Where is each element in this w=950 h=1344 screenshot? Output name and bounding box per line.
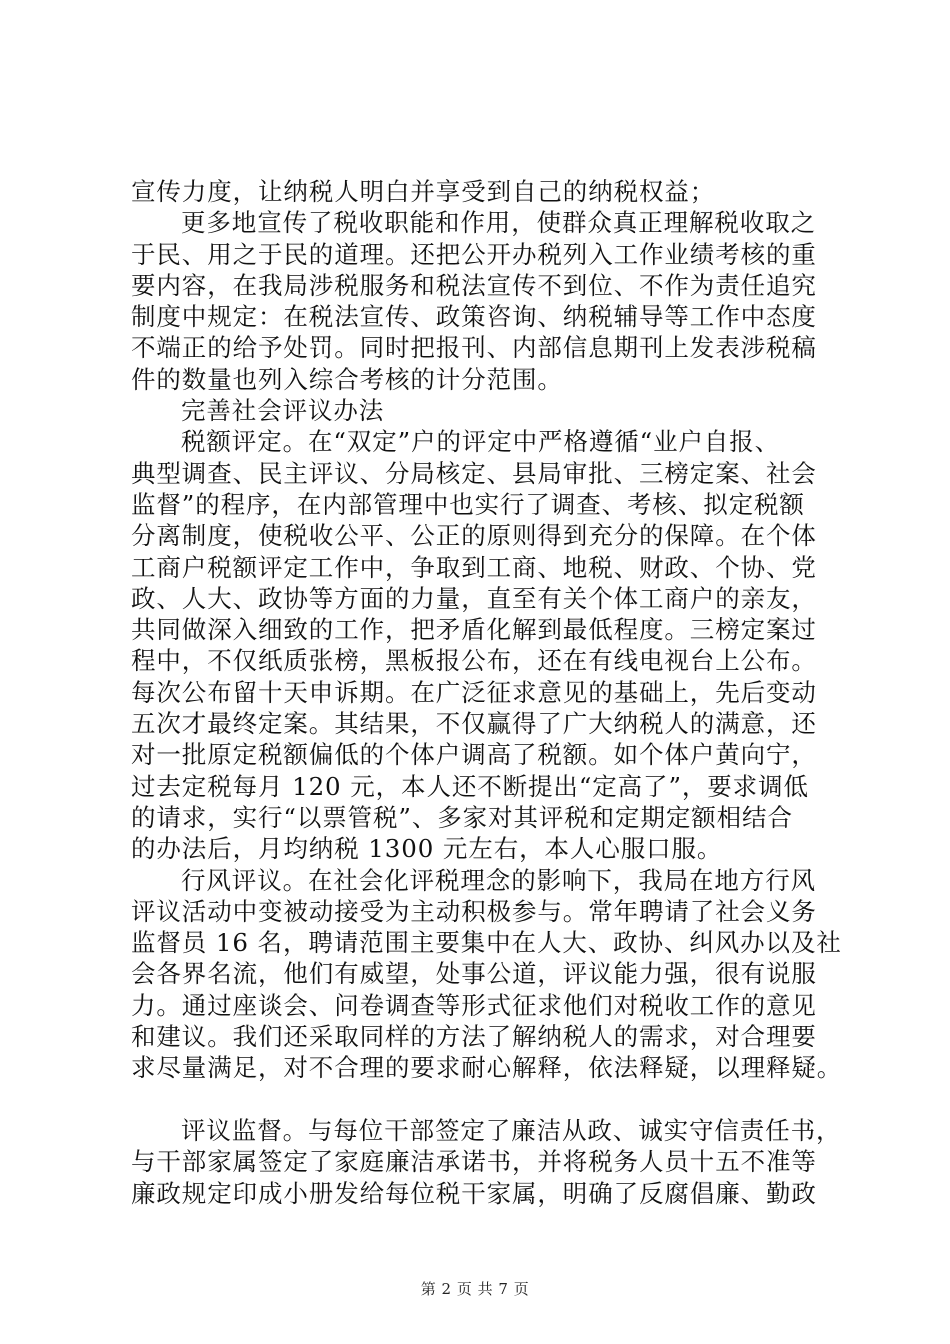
- text-line: 工商户税额评定工作中，争取到工商、地税、财政、个协、党: [131, 552, 817, 582]
- text-line: 政、人大、政协等方面的力量，直至有关个体工商户的亲友，: [131, 583, 817, 613]
- body-text: [131, 176, 851, 1209]
- paragraph-start: 评议监督。与每位干部签定了廉洁从政、诚实守信责任书，: [181, 1115, 842, 1145]
- page-number-footer: 第 2 页 共 7 页: [420, 1280, 530, 1298]
- text-line: 和建议。我们还采取同样的方法了解纳税人的需求，对合理要: [131, 1022, 817, 1052]
- section-heading: 完善社会评议办法: [181, 396, 385, 426]
- text-line: 与干部家属签定了家庭廉洁承诺书，并将税务人员十五不准等: [131, 1147, 817, 1177]
- text-line: 的请求，实行“以票管税”、多家对其评税和定期定额相结合: [131, 802, 793, 832]
- paragraph-gap: [131, 1084, 851, 1115]
- text-line: 过去定税每月 120 元，本人还不断提出“定高了”，要求调低: [131, 771, 809, 801]
- text-line: 典型调查、民主评议、分局核定、县局审批、三榜定案、社会: [131, 458, 817, 488]
- text-line: 分离制度，使税收公平、公正的原则得到充分的保障。在个体: [131, 521, 817, 551]
- text-line: 制度中规定：在税法宣传、政策咨询、纳税辅导等工作中态度: [131, 302, 817, 332]
- text-line: 每次公布留十天申诉期。在广泛征求意见的基础上，先后变动: [131, 677, 817, 707]
- text-line: 对一批原定税额偏低的个体户调高了税额。如个体户黄向宁，: [131, 740, 817, 770]
- text-line: 共同做深入细致的工作，把矛盾化解到最低程度。三榜定案过: [131, 615, 817, 645]
- text-line: 宣传力度，让纳税人明白并享受到自己的纳税权益；: [131, 177, 716, 206]
- text-line: 监督员 16 名，聘请范围主要集中在人大、政协、纠风办以及社: [131, 928, 842, 958]
- text-line: 廉政规定印成小册发给每位税干家属，明确了反腐倡廉、勤政: [131, 1178, 817, 1208]
- paragraph-start: 税额评定。在“双定”户的评定中严格遵循“业户自报、: [181, 427, 781, 457]
- text-line: 监督”的程序，在内部管理中也实行了调查、考核、拟定税额: [131, 489, 805, 519]
- text-line: 求尽量满足，对不合理的要求耐心解释，依法释疑，以理释疑。: [131, 1053, 843, 1083]
- text-line: 会各界名流，他们有威望，处事公道，评议能力强，很有说服: [131, 959, 817, 989]
- text-line: 五次才最终定案。其结果，不仅赢得了广大纳税人的满意，还: [131, 709, 817, 739]
- text-line: 力。通过座谈会、问卷调查等形式征求他们对税收工作的意见: [131, 990, 817, 1020]
- text-line: 的办法后，月均纳税 1300 元左右，本人心服口服。: [131, 834, 723, 864]
- text-line: 于民、用之于民的道理。还把公开办税列入工作业绩考核的重: [131, 239, 817, 269]
- text-line: 程中，不仅纸质张榜，黑板报公布，还在有线电视台上公布。: [131, 646, 817, 676]
- text-line: 不端正的给予处罚。同时把报刊、内部信息期刊上发表涉税稿: [131, 333, 817, 363]
- paragraph-start: 行风评议。在社会化评税理念的影响下，我局在地方行风: [181, 865, 816, 895]
- text-line: 要内容，在我局涉税服务和税法宣传不到位、不作为责任追究: [131, 270, 817, 300]
- text-line: 评议活动中变被动接受为主动积极参与。常年聘请了社会义务: [131, 896, 817, 926]
- text-line: 件的数量也列入综合考核的计分范围。: [131, 364, 563, 394]
- paragraph-start: 更多地宣传了税收职能和作用，使群众真正理解税收取之: [181, 208, 816, 238]
